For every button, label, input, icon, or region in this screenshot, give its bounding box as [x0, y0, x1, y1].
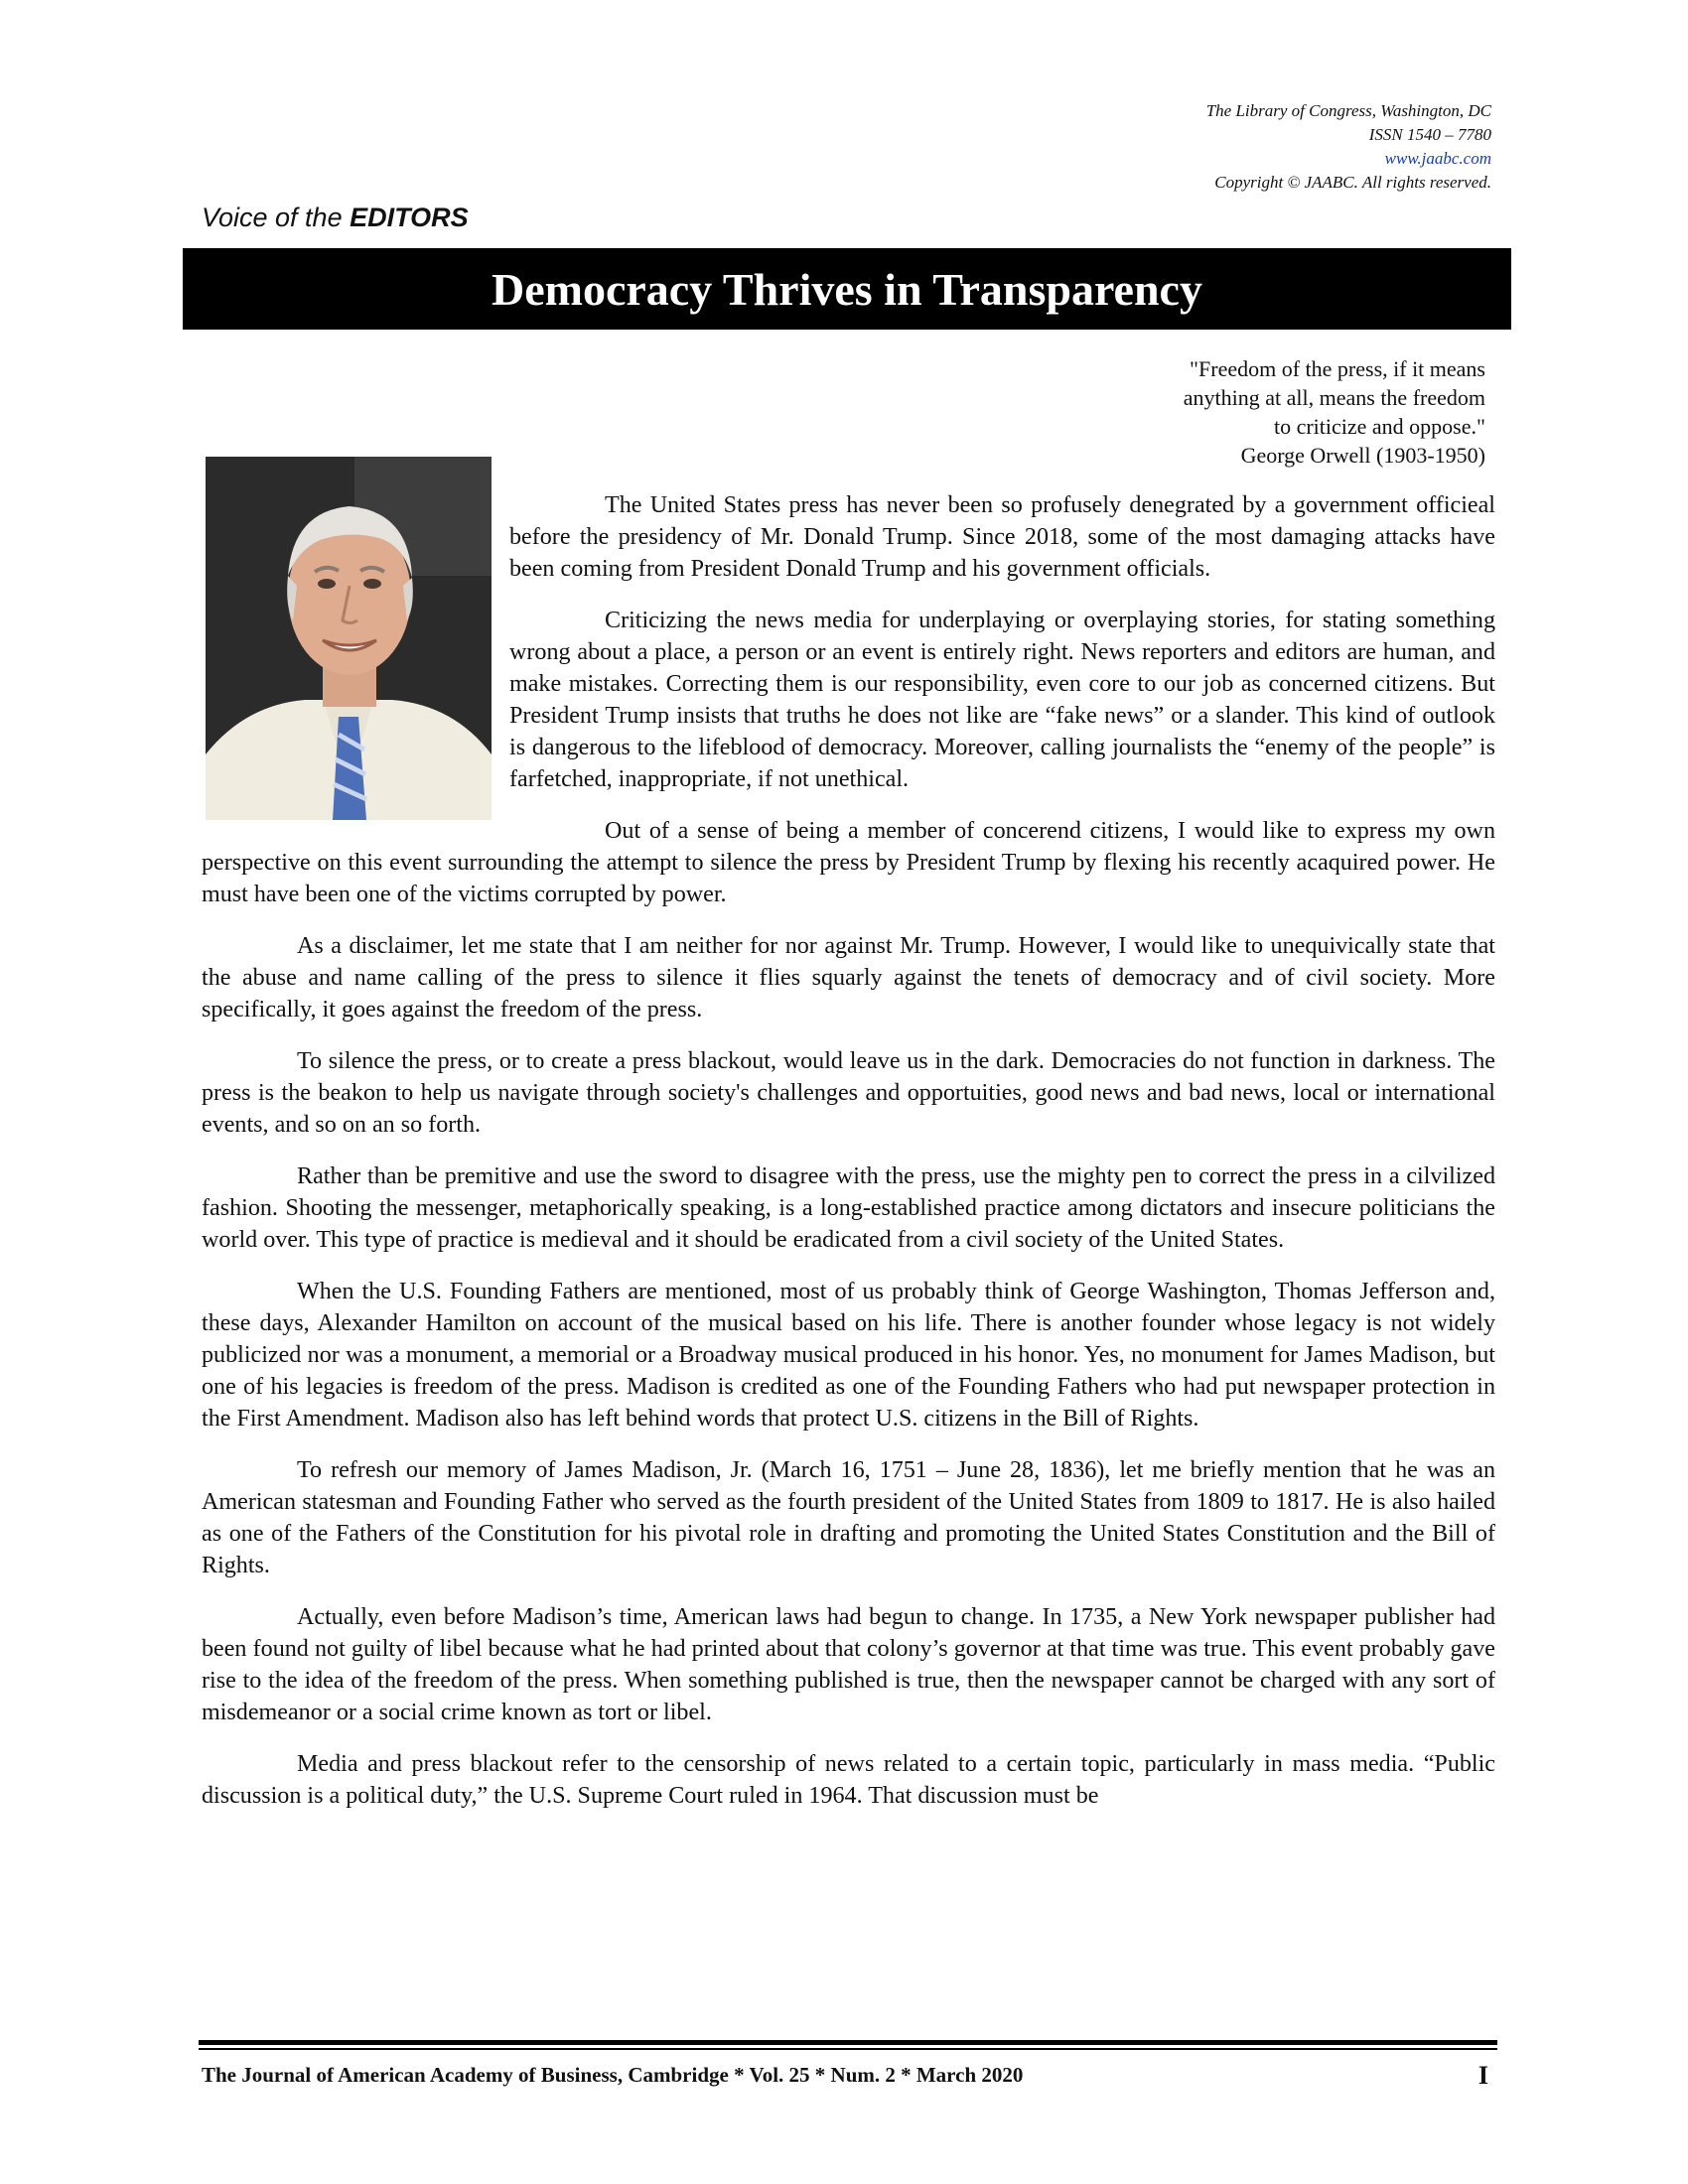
paragraph: Media and press blackout refer to the censorship of news related to a certain topic, particularly in mass media. “Public discussion is a political duty,” the U.S. Supreme Court ruled in 1964. That discussion must be — [202, 1751, 1495, 1809]
publication-info — [1206, 99, 1491, 195]
footer-rule-thin — [199, 2048, 1497, 2050]
paragraph: To refresh our memory of James Madison, Jr. (March 16, 1751 – June 28, 1836), let me briefly mention that he was an American statesman and Founding Father who served as the fourth president of the United States from 1809 to 1817. He is also hailed as one of the Fathers of the Constitution for his pivotal role in drafting and promoting the United States Constitution and the Bill of Rights. — [202, 1457, 1495, 1578]
epigraph-author: George Orwell (1903-1950) — [1240, 443, 1485, 468]
journal-citation: The Journal of American Academy of Business, Cambridge * Vol. 25 * Num. 2 * March 2020 — [202, 2063, 1024, 2087]
issn: ISSN 1540 – 7780 — [1368, 125, 1491, 144]
article-body — [202, 489, 1495, 1832]
website-link[interactable]: www.jaabc.com — [1384, 149, 1491, 168]
page-title: Democracy Thrives in Transparency — [492, 263, 1202, 315]
epigraph-line: anything at all, means the freedom — [1183, 385, 1485, 410]
paragraph: Rather than be premitive and use the sword to disagree with the press, use the mighty pen to correct the press in a cilvilized fashion. Shooting the messenger, metaphorically speaking, is a long-established practice among dictators and insecure politicians the world over. This type of practice is medieval and it should be eradicated from a civil society of the United States. — [202, 1163, 1495, 1253]
epigraph-line: to criticize and oppose." — [1273, 414, 1485, 439]
section-prefix: Voice of the — [202, 203, 351, 232]
section-label — [202, 203, 469, 233]
paragraph: The United States press has never been so profusely denegrated by a government officieal before the presidency of Mr. Donald Trump. Since 2018, some of the most damaging attacks have been coming from President Donald Trump and his government officials. — [509, 492, 1495, 582]
paragraph: Criticizing the news media for underplaying or overplaying stories, for stating something wrong about a place, a person or an event is entirely right. News reporters and editors are human, and make mistakes. Correcting them is our responsibility, even core to our job as concerned citizens. But President Trump insists that truths he does not like are “fake news” or a slander. This kind of outlook is dangerous to the lifeblood of democracy. Moreover, calling journalists the “enemy of the people” is farfetched, inappropriate, if not unethical. — [509, 608, 1495, 792]
paragraph: When the U.S. Founding Fathers are mentioned, most of us probably think of George Washington, Thomas Jefferson and, these days, Alexander Hamilton on account of the musical based on his life. There is another founder whose legacy is not widely publicized nor was a monument, a memorial or a Broadway musical produced in his honor. Yes, no monument for James Madison, but one of his legacies is freedom of the press. Madison is credited as one of the Founding Fathers who had put newspaper protection in the First Amendment. Madison also has left behind words that protect U.S. citizens in the Bill of Rights. — [202, 1279, 1495, 1432]
photo-wrap-spacer — [202, 489, 509, 835]
epigraph — [1184, 354, 1485, 470]
epigraph-line: "Freedom of the press, if it means — [1190, 356, 1485, 381]
title-bar — [183, 248, 1511, 330]
copyright: Copyright © JAABC. All rights reserved. — [1214, 173, 1491, 192]
publisher-line: The Library of Congress, Washington, DC — [1205, 101, 1491, 120]
page-number: I — [1477, 2061, 1488, 2090]
paragraph: To silence the press, or to create a press blackout, would leave us in the dark. Democracies do not function in darkness. The press is the beakon to help us navigate through society's challenges and opportuities, good news and bad news, local or international events, and so on an so forth. — [202, 1048, 1495, 1138]
footer-rule — [199, 2040, 1497, 2045]
section-emphasis: EDITORS — [350, 203, 469, 232]
paragraph: Out of a sense of being a member of concerend citizens, I would like to express my own perspective on this event surrounding the attempt to silence the press by President Trump by flexing his recently acaquired power. He must have been one of the victims corrupted by power. — [202, 818, 1495, 907]
paragraph: As a disclaimer, let me state that I am neither for nor against Mr. Trump. However, I would like to unequivically state that the abuse and name calling of the press to silence it flies squarly against the tenets of democracy and of civil society. More specifically, it goes against the freedom of the press. — [202, 933, 1495, 1023]
page-footer — [202, 2063, 1492, 2093]
paragraph: Actually, even before Madison’s time, American laws had begun to change. In 1735, a New York newspaper publisher had been found not guilty of libel because what he had printed about that colony’s governor at that time was true. This event probably gave rise to the idea of the freedom of the press. When something published is true, then the newspaper cannot be charged with any sort of misdemeanor or a social crime known as tort or libel. — [202, 1604, 1495, 1725]
